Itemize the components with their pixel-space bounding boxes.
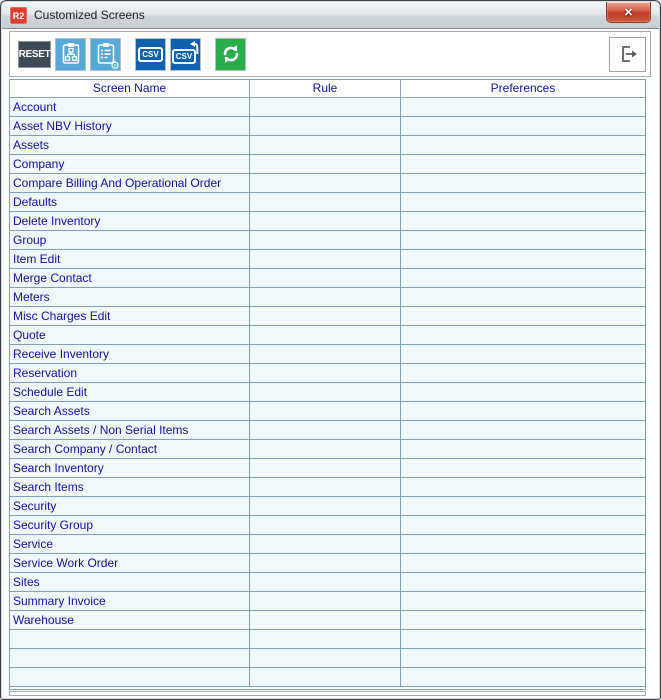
- preferences-cell: [401, 497, 645, 515]
- screen-name-cell: Sites: [10, 573, 250, 591]
- preferences-cell: [401, 554, 645, 572]
- table-row[interactable]: [10, 345, 645, 364]
- screen-name-cell: Warehouse: [10, 611, 250, 629]
- table-row[interactable]: [10, 155, 645, 174]
- table-row[interactable]: [10, 117, 645, 136]
- rule-cell: [250, 307, 401, 325]
- screen-name-cell: [10, 668, 250, 686]
- rule-cell: [250, 440, 401, 458]
- export-csv-button[interactable]: [135, 38, 166, 71]
- screen-name-cell: Asset NBV History: [10, 117, 250, 135]
- preferences-cell: [401, 459, 645, 477]
- preferences-cell: [401, 516, 645, 534]
- preferences-cell: [401, 212, 645, 230]
- refresh-button[interactable]: [215, 38, 246, 71]
- screen-name-cell: [10, 630, 250, 648]
- table-row[interactable]: [10, 516, 645, 535]
- preferences-cell: [401, 668, 645, 686]
- reset-button-label: RESET: [18, 48, 51, 60]
- column-header-preferences[interactable]: Preferences: [490, 81, 556, 95]
- toolbar: [9, 31, 651, 77]
- import-arrow-icon: [187, 41, 199, 57]
- preferences-cell: [401, 345, 645, 363]
- preferences-cell: [401, 402, 645, 420]
- table-row[interactable]: [10, 497, 645, 516]
- rule-cell: [250, 478, 401, 496]
- rule-cell: [250, 402, 401, 420]
- screen-name-cell: Search Items: [10, 478, 250, 496]
- preferences-cell: [401, 288, 645, 306]
- table-row[interactable]: [10, 535, 645, 554]
- screen-name-cell: Defaults: [10, 193, 250, 211]
- screen-name-cell: Service: [10, 535, 250, 553]
- preferences-cell: [401, 573, 645, 591]
- rule-cell: [250, 136, 401, 154]
- rule-cell: [250, 345, 401, 363]
- table-row[interactable]: [10, 478, 645, 497]
- table-row[interactable]: [10, 174, 645, 193]
- table-row[interactable]: [10, 364, 645, 383]
- gear-icon: ⚙: [110, 58, 120, 72]
- rule-cell: [250, 269, 401, 287]
- rule-cell: [250, 516, 401, 534]
- screen-rules-button[interactable]: [55, 38, 86, 71]
- window-title: Customized Screens: [34, 8, 145, 22]
- rule-cell: [250, 231, 401, 249]
- preferences-cell: [401, 136, 645, 154]
- rule-cell: [250, 326, 401, 344]
- screen-preferences-button[interactable]: [90, 38, 121, 71]
- rule-cell: [250, 592, 401, 610]
- table-row[interactable]: [10, 592, 645, 611]
- table-row[interactable]: [10, 193, 645, 212]
- table-row[interactable]: [10, 459, 645, 478]
- table-row[interactable]: [10, 383, 645, 402]
- preferences-cell: [401, 383, 645, 401]
- preferences-cell: [401, 117, 645, 135]
- rule-cell: [250, 364, 401, 382]
- table-row[interactable]: [10, 212, 645, 231]
- screen-name-cell: Search Assets / Non Serial Items: [10, 421, 250, 439]
- table-header-row: [10, 80, 645, 98]
- rule-cell: [250, 535, 401, 553]
- screen-name-cell: Search Inventory: [10, 459, 250, 477]
- screen-name-cell: Account: [10, 98, 250, 116]
- table-row[interactable]: [10, 573, 645, 592]
- preferences-cell: [401, 364, 645, 382]
- preferences-cell: [401, 250, 645, 268]
- title-bar[interactable]: [2, 2, 659, 29]
- refresh-icon: [220, 43, 242, 65]
- rule-cell: [250, 155, 401, 173]
- screen-name-cell: Assets: [10, 136, 250, 154]
- screen-name-cell: Misc Charges Edit: [10, 307, 250, 325]
- preferences-cell: [401, 326, 645, 344]
- table-row[interactable]: [10, 402, 645, 421]
- rule-cell: [250, 174, 401, 192]
- preferences-cell: [401, 440, 645, 458]
- preferences-cell: [401, 611, 645, 629]
- screen-name-cell: Item Edit: [10, 250, 250, 268]
- table-row[interactable]: [10, 649, 645, 668]
- table-row[interactable]: [10, 611, 645, 630]
- screen-name-cell: Security: [10, 497, 250, 515]
- screen-name-cell: Reservation: [10, 364, 250, 382]
- preferences-cell: [401, 231, 645, 249]
- preferences-cell: [401, 193, 645, 211]
- csv-export-icon: CSV: [138, 47, 162, 62]
- rule-cell: [250, 630, 401, 648]
- screen-name-cell: Service Work Order: [10, 554, 250, 572]
- table-row[interactable]: [10, 231, 645, 250]
- screen-name-cell: Receive Inventory: [10, 345, 250, 363]
- column-header-rule[interactable]: Rule: [250, 80, 401, 97]
- table-row[interactable]: [10, 326, 645, 345]
- rule-cell: [250, 288, 401, 306]
- rule-cell: [250, 668, 401, 686]
- rule-cell: [250, 421, 401, 439]
- column-header-screen-name[interactable]: Screen Name: [10, 80, 250, 97]
- app-logo-icon: R2: [10, 7, 27, 24]
- screen-name-cell: Search Assets: [10, 402, 250, 420]
- rule-cell: [250, 649, 401, 667]
- table-row[interactable]: [10, 630, 645, 649]
- screen-name-cell: Delete Inventory: [10, 212, 250, 230]
- screen-name-cell: Search Company / Contact: [10, 440, 250, 458]
- screen-name-cell: Group: [10, 231, 250, 249]
- screen-name-cell: Merge Contact: [10, 269, 250, 287]
- screen-name-cell: Company: [10, 155, 250, 173]
- table-row[interactable]: [10, 307, 645, 326]
- exit-icon: [616, 42, 640, 66]
- table-row[interactable]: [10, 288, 645, 307]
- close-button[interactable]: ✕: [606, 2, 651, 23]
- rule-cell: [250, 383, 401, 401]
- rule-cell: [250, 250, 401, 268]
- table-row[interactable]: [10, 440, 645, 459]
- rule-cell: [250, 212, 401, 230]
- table-row[interactable]: [10, 98, 645, 117]
- rule-cell: [250, 554, 401, 572]
- clipboard-flowchart-icon: [60, 42, 82, 66]
- table-row[interactable]: [10, 136, 645, 155]
- preferences-cell: [401, 421, 645, 439]
- screen-name-cell: Meters: [10, 288, 250, 306]
- rule-cell: [250, 459, 401, 477]
- preferences-cell: [401, 535, 645, 553]
- rule-cell: [250, 98, 401, 116]
- rule-cell: [250, 573, 401, 591]
- preferences-cell: [401, 307, 645, 325]
- table-row[interactable]: [10, 421, 645, 440]
- rule-cell: [250, 117, 401, 135]
- exit-button[interactable]: [609, 37, 646, 72]
- reset-button[interactable]: [18, 41, 51, 68]
- preferences-cell: [401, 478, 645, 496]
- preferences-cell: [401, 174, 645, 192]
- table-row[interactable]: [10, 668, 645, 687]
- screen-name-cell: Schedule Edit: [10, 383, 250, 401]
- rule-cell: [250, 497, 401, 515]
- csv-import-icon: CSV: [172, 49, 196, 64]
- rule-cell: [250, 193, 401, 211]
- table-row[interactable]: [10, 250, 645, 269]
- table-body: [10, 98, 645, 687]
- import-csv-button[interactable]: [170, 38, 201, 71]
- table-bottom-strip: [9, 691, 646, 696]
- screen-name-cell: [10, 649, 250, 667]
- screen-name-cell: Quote: [10, 326, 250, 344]
- preferences-cell: [401, 98, 645, 116]
- screens-table: [9, 79, 646, 690]
- table-row[interactable]: [10, 269, 645, 288]
- screen-name-cell: Compare Billing And Operational Order: [10, 174, 250, 192]
- preferences-cell: [401, 592, 645, 610]
- preferences-cell: [401, 630, 645, 648]
- preferences-cell: [401, 155, 645, 173]
- screen-name-cell: Security Group: [10, 516, 250, 534]
- rule-cell: [250, 611, 401, 629]
- screen-name-cell: Summary Invoice: [10, 592, 250, 610]
- preferences-cell: [401, 269, 645, 287]
- table-row[interactable]: [10, 554, 645, 573]
- preferences-cell: [401, 649, 645, 667]
